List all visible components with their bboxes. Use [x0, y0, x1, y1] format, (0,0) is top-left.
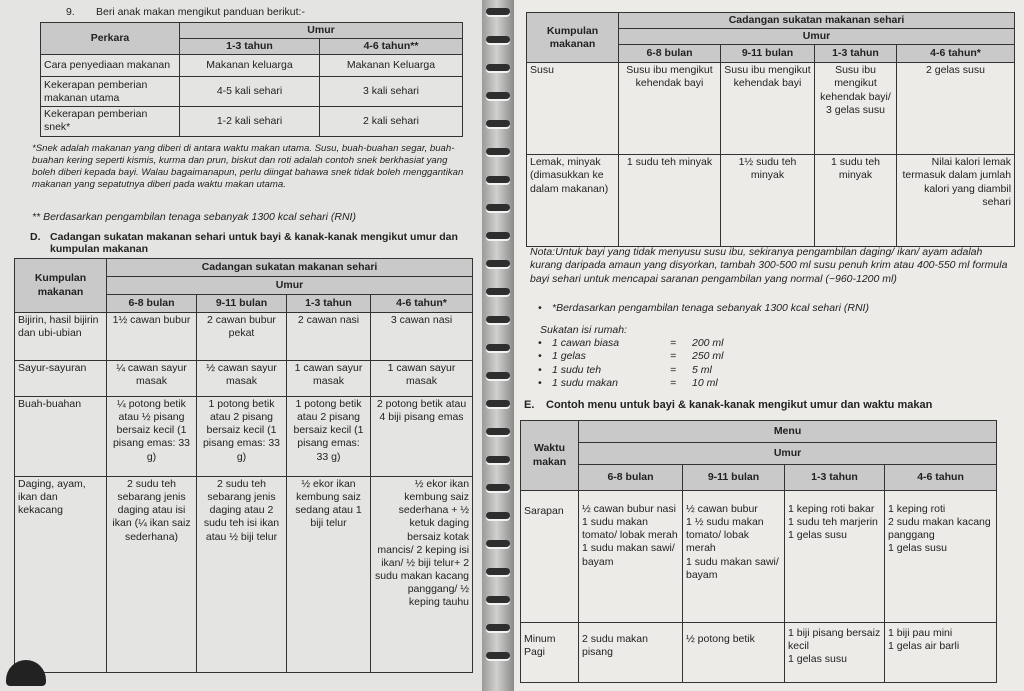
binder-ring — [486, 120, 510, 127]
binder-ring — [486, 64, 510, 71]
feeding-guide-table — [40, 22, 463, 137]
table-cell: 1 sudu teh minyak — [815, 155, 897, 247]
binder-ring — [486, 652, 510, 659]
table-cell: Makanan keluarga — [180, 55, 320, 77]
row-label: Kekerapan pemberian snek* — [41, 107, 180, 136]
ration-age-header: 9-11 bulan — [721, 45, 815, 63]
menu-age-header: 4-6 tahun — [885, 465, 997, 491]
table-cell: 1-2 kali sehari — [180, 107, 320, 136]
table-cell: Nilai kalori lemak termasuk dalam jumlah kalori yang diambil sehari — [897, 155, 1015, 247]
ration-age-header: 1-3 tahun — [815, 45, 897, 63]
guide-age-header: 4-6 tahun** — [320, 39, 463, 55]
table-cell: 1½ sudu teh minyak — [721, 155, 815, 247]
table-cell: ¼ cawan sayur masak — [107, 361, 197, 397]
table-cell: 1 cawan sayur masak — [371, 361, 473, 397]
table-cell: Susu ibu mengikut kehendak bayi — [619, 63, 721, 155]
row-label: Sarapan — [521, 491, 579, 623]
binder-ring — [486, 204, 510, 211]
table-cell: 3 cawan nasi — [371, 313, 473, 361]
measure-item: • 1 sudu teh = 5 ml — [538, 364, 838, 377]
ration-age-header: 6-8 bulan — [619, 45, 721, 63]
measure-item: • 1 sudu makan = 10 ml — [538, 377, 838, 390]
milk-note: Nota:Untuk bayi yang tidak menyusu susu ibu, sekiranya pengambilan daging/ ikan/ ayam adalah kurang daripada amaun yang disyorkan, tambah 300-500 ml susu penuh krim atau 400-550 ml formula bayi sehari untuk mencapai saranan pengambilan yang normal (~960-1200 ml) — [530, 246, 1008, 285]
table-cell: ¼ potong betik atau ½ pisang bersaiz kecil (1 pisang emas: 33 g) — [107, 397, 197, 477]
menu-col-menu: Menu — [579, 421, 997, 443]
snack-note: *Snek adalah makanan yang diberi di antara waktu makan utama. Susu, buah-buahan segar, buah-buahan kering seperti kismis, kurma dan prun, biskut dan roti adalah contoh snek berkhasiat yang boleh diberi kepada bayi. Walau bagaimanapun, perlu diingat bahawa snek tidak boleh menggantikan makanan yang sepatutnya diberi pada waktu makan utama. — [32, 143, 464, 190]
table-cell: 1 cawan sayur masak — [287, 361, 371, 397]
ration-col-umur: Umur — [107, 277, 473, 295]
table-cell: ½ cawan bubur 1 ½ sudu makan tomato/ lobak merah 1 sudu makan sawi/ bayam — [683, 491, 785, 623]
row-label: Lemak, minyak (dimasukkan ke dalam makanan) — [527, 155, 619, 247]
table-cell: ½ ekor ikan kembung saiz sedang atau 1 biji telur — [287, 477, 371, 673]
table-cell: 1 potong betik atau 2 pisang bersaiz kecil (1 pisang emas: 33 g) — [287, 397, 371, 477]
table-row — [41, 107, 463, 136]
guide-col-umur: Umur — [180, 23, 463, 39]
ration-table-continued — [526, 12, 1015, 247]
table-cell: 1 potong betik atau 2 pisang bersaiz kecil (1 pisang emas: 33 g) — [197, 397, 287, 477]
table-row — [521, 623, 997, 683]
binder-ring — [486, 36, 510, 43]
table-row — [15, 361, 473, 397]
menu-table — [520, 420, 997, 683]
right-page — [514, 0, 1024, 691]
ration-col-group: Kumpulan makanan — [527, 13, 619, 63]
binder-ring — [486, 176, 510, 183]
section-d-title: Cadangan sukatan makanan sehari untuk bayi & kanak-kanak mengikut umur dan kumpulan makanan — [50, 231, 458, 256]
row-label: Kekerapan pemberian makanan utama — [41, 77, 180, 107]
table-cell: 2 sudu teh sebarang jenis daging atau isi ikan (¼ ikan saiz sederhana) — [107, 477, 197, 673]
ration-col-umur: Umur — [619, 29, 1015, 45]
table-cell: 1 keping roti bakar 1 sudu teh marjerin 1 gelas susu — [785, 491, 885, 623]
ration-age-header: 6-8 bulan — [107, 295, 197, 313]
binder-ring — [486, 232, 510, 239]
ration-col-main: Cadangan sukatan makanan sehari — [107, 259, 473, 277]
section-d-letter: D. — [30, 231, 41, 243]
table-row — [41, 77, 463, 107]
ration-col-main: Cadangan sukatan makanan sehari — [619, 13, 1015, 29]
menu-col-time: Waktu makan — [521, 421, 579, 491]
row-label: Cara penyediaan makanan — [41, 55, 180, 77]
measures-list — [538, 337, 838, 391]
table-cell: 1 keping roti 2 sudu makan kacang panggang 1 gelas susu — [885, 491, 997, 623]
section-e-title: Contoh menu untuk bayi & kanak-kanak mengikut umur dan waktu makan — [546, 399, 933, 411]
table-row — [15, 313, 473, 361]
ration-age-header: 1-3 tahun — [287, 295, 371, 313]
measure-item: • 1 gelas = 250 ml — [538, 350, 838, 363]
section-9-title: Beri anak makan mengikut panduan berikut:- — [96, 6, 305, 18]
table-row — [527, 63, 1015, 155]
table-row — [15, 477, 473, 673]
binder-ring — [486, 372, 510, 379]
guide-age-header: 1-3 tahun — [180, 39, 320, 55]
row-label: Susu — [527, 63, 619, 155]
binder-ring — [486, 428, 510, 435]
table-row — [41, 55, 463, 77]
table-cell: 2 sudu makan pisang — [579, 623, 683, 683]
binder-ring — [486, 456, 510, 463]
menu-col-umur: Umur — [579, 443, 997, 465]
table-cell: ½ ekor ikan kembung saiz sederhana + ½ ketuk daging bersaiz kotak mancis/ 2 keping isi ikan/ ½ biji telur+ 2 sudu makan kacang panggang/ ½ keping tauhu — [371, 477, 473, 673]
table-cell: 3 kali sehari — [320, 77, 463, 107]
binder-ring — [486, 8, 510, 15]
row-label: Buah-buahan — [15, 397, 107, 477]
table-cell: ½ cawan bubur nasi 1 sudu makan tomato/ lobak merah 1 sudu makan sawi/ bayam — [579, 491, 683, 623]
table-cell: 2 gelas susu — [897, 63, 1015, 155]
binder-ring — [486, 316, 510, 323]
energy-note: • *Berdasarkan pengambilan tenaga sebanyak 1300 kcal sehari (RNI) — [538, 302, 1012, 315]
table-cell: 2 potong betik atau 4 biji pisang emas — [371, 397, 473, 477]
binder-ring — [486, 260, 510, 267]
table-cell: 1 sudu teh minyak — [619, 155, 721, 247]
row-label: Minum Pagi — [521, 623, 579, 683]
row-label: Daging, ayam, ikan dan kekacang — [15, 477, 107, 673]
section-e-letter: E. — [524, 399, 535, 411]
binder-ring — [486, 512, 510, 519]
table-cell: 2 kali sehari — [320, 107, 463, 136]
binder-ring — [486, 624, 510, 631]
table-cell: 1 biji pau mini 1 gelas air barli — [885, 623, 997, 683]
table-cell: Makanan Keluarga — [320, 55, 463, 77]
table-row — [15, 397, 473, 477]
binder-ring — [486, 148, 510, 155]
table-cell: 1 biji pisang bersaiz kecil 1 gelas susu — [785, 623, 885, 683]
table-cell: ½ cawan sayur masak — [197, 361, 287, 397]
table-cell: 2 cawan bubur pekat — [197, 313, 287, 361]
table-cell: Susu ibu mengikut kehendak bayi — [721, 63, 815, 155]
binder-ring — [486, 596, 510, 603]
table-cell: 4-5 kali sehari — [180, 77, 320, 107]
row-label: Bijirin, hasil bijirin dan ubi-ubian — [15, 313, 107, 361]
row-label: Sayur-sayuran — [15, 361, 107, 397]
section-9-number: 9. — [66, 6, 75, 18]
binder-ring — [486, 568, 510, 575]
menu-age-header: 6-8 bulan — [579, 465, 683, 491]
table-cell: 1½ cawan bubur — [107, 313, 197, 361]
table-cell: 2 cawan nasi — [287, 313, 371, 361]
ration-col-group: Kumpulan makanan — [15, 259, 107, 313]
table-row — [521, 491, 997, 623]
measures-title: Sukatan isi rumah: — [540, 324, 627, 336]
binder-ring — [486, 540, 510, 547]
binder-ring — [486, 344, 510, 351]
ration-age-header: 4-6 tahun* — [371, 295, 473, 313]
binder-ring — [486, 288, 510, 295]
binder-ring — [486, 400, 510, 407]
table-cell: 2 sudu teh sebarang jenis daging atau 2 sudu teh isi ikan atau ½ biji telur — [197, 477, 287, 673]
binder-ring — [486, 484, 510, 491]
binder-ring — [486, 92, 510, 99]
ration-age-header: 4-6 tahun* — [897, 45, 1015, 63]
table-cell: ½ potong betik — [683, 623, 785, 683]
menu-age-header: 1-3 tahun — [785, 465, 885, 491]
ration-table — [14, 258, 473, 673]
table-row — [527, 155, 1015, 247]
menu-age-header: 9-11 bulan — [683, 465, 785, 491]
guide-col-perkara: Perkara — [41, 23, 180, 55]
energy-note: ** Berdasarkan pengambilan tenaga sebanyak 1300 kcal sehari (RNI) — [32, 211, 356, 223]
ration-age-header: 9-11 bulan — [197, 295, 287, 313]
table-cell: Susu ibu mengikut kehendak bayi/ 3 gelas susu — [815, 63, 897, 155]
measure-item: • 1 cawan biasa = 200 ml — [538, 337, 838, 350]
left-page — [0, 0, 482, 691]
